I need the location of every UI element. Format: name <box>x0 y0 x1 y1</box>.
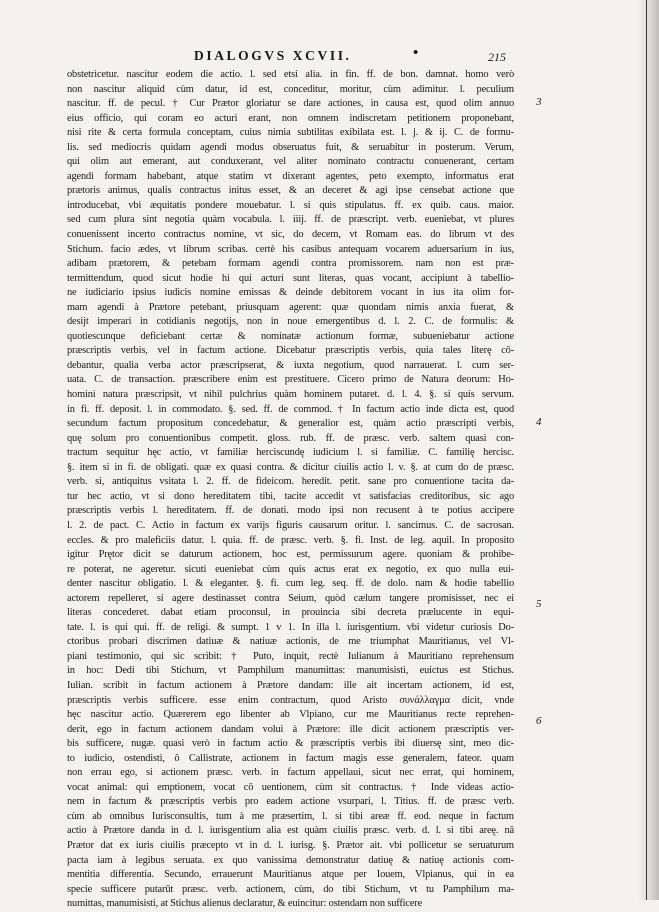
text-line: homini natura præscripsit, vt nihil pulchrius quàm hominem putaret. d. l. 4. §. si quis servum. <box>67 389 514 401</box>
text-line: eius officio, qui coram eo acturi erant, non omnem indiscretam petitionem proponebant, <box>67 112 514 124</box>
text-line: Iulian. scribit in factum actionem à Prætore dandam: ille ait incertam actionem, id est, <box>67 679 514 691</box>
text-line: agendi formam habebant, atque statim vt dixerant agentes, peto exempto, informatus erat <box>67 170 514 182</box>
text-line: introducebat, vbi æquitatis pondere mouebatur. l. si quis stipulatus. ff. ex quib. caus. maior. <box>67 199 514 211</box>
text-line: tractum sequitur hęc actio, vt familiæ herciscundę iudicium l. si familiæ. C. familię hercisc. <box>67 447 514 459</box>
text-line: præscriptis verbis l. hereditatem. ff. de donati. modo ipsi non recusent à te potius accipere <box>67 505 514 517</box>
text-line: Prætor dat ex iuris ciuilis præcepto vt in d. l. iurisg. §. Prætor ait. vbi pollicetur se seruaturum <box>67 839 514 851</box>
text-line: derit, ego in factum actionem dandam volui à Prætore: ille dicit actionem præscriptis ver- <box>67 723 514 735</box>
margin-note-number: 4 <box>536 416 542 428</box>
text-line: l. 2. de pact. C. Actio in factum ex varijs figuris causarum oritur. l. sancimus. C. de sacrosan. <box>67 519 514 531</box>
text-line: mam agendi à Prætore petebant, priusquam agerent: quæ quondam nimis anxia fuerat, & <box>67 301 514 313</box>
text-line: igitur Prętor dicit se daturum actionem, hoc est, permissurum agere. quoniam & prohibe- <box>67 549 514 561</box>
text-line: in fi. ff. deposit. l. in commodato. §. sed. ff. de commod. † In factum actio inde dicta est, quod <box>67 403 514 415</box>
text-line: Stichum. facio ædes, vt librum scribas. certè his casibus antequam vocarem aduersarium in ius, <box>67 243 514 255</box>
text-line: piani testimonio, qui sic scribit: † Puto, inquit, rectè Iulianum à Mauritiano reprehensum <box>67 650 514 662</box>
text-line: specie sufficere putarūt præsc. verb. actionem, cùm, do tibi Stichum, vt tu Pamphilum ma- <box>67 883 514 895</box>
text-line: nisi rite & certa formula conceptam, cuius nimia subtilitas exibilata est. l. j. & ij. C. de formu- <box>67 127 514 139</box>
text-line: tate. l. is qui qui. ff. de religi. & sumpt. 1 v 1. In illa l. iurisgentium. vbi videtur curiosis Do- <box>67 621 514 633</box>
text-line: denter nascitur obligatio. l. & eleganter. §. fi. cum leg. seq. ff. de dolo. nam & hodie tabellio <box>67 578 514 590</box>
text-line: to iudicio, ostendisti, ô Callistrate, actionem in factum magis esse generalem, fateor. quam <box>67 752 514 764</box>
text-line: debantur, qualia verba actor præscripserat, & iuxta negotium, quod narrauerat. l. cum ser- <box>67 359 514 371</box>
text-line: non errau ego, si actionem præsc. verb. in factum appellaui, sicut nec errat, qui hominem, <box>67 767 514 779</box>
text-line: sed cum plura sint negotia quàm vocabula. l. iiij. ff. de præscript. verb. eueniebat, vt plures <box>67 214 514 226</box>
text-line: tur hec actio, vt si dono hereditatem tibi, tacite accedit vt satisfacias creditoribus, sic ago <box>67 490 514 502</box>
text-line: quę solum pro conuentionibus competit. gloss. rub. ff. de præsc. verb. saltem quasi con- <box>67 432 514 444</box>
text-line: §. item si in fi. de obligati. quæ ex quasi contra. & dicitur ciuilis actio l. v. §. at cum do de præsc. <box>67 461 514 473</box>
text-line: literas concederet. dabat etiam proconsul, in prouincia sibi decreta prælucente in equi- <box>67 607 514 619</box>
page-edge-line <box>646 0 647 900</box>
text-line: cùm ab omnibus Iurisconsultis, tum à me præsertim, l. si tibi areæ ff. eod. neque in factum <box>67 810 514 822</box>
text-line: vocat animal: qui emptionem, vocat cō uentionem, cùm sit contractus. † Inde videas actio- <box>67 781 514 793</box>
header-ornament-dot: • <box>413 45 419 61</box>
margin-note-number: 6 <box>536 715 542 727</box>
text-line: nem in factum & præscriptis verbis pro eadem actione vsurpari, l. Titius. ff. de præsc verb. <box>67 796 514 808</box>
text-line: præscriptis verbis, vel in factum actione. Dicebatur præscriptis verbis, quia tales literę cō- <box>67 345 514 357</box>
text-line: mentitia differentia. Secundo, errauerunt Mauritianus atque per Iouem, Vlpianus, qui in ea <box>67 869 514 881</box>
text-line: actorem repelleret, si agere destinasset contra Seium, quòd cælum tangere promisisset, nec ei <box>67 592 514 604</box>
text-line: conuenissent incerto contractus nomine, vt sic, do decem, vt Romam eas. do librum vt des <box>67 229 514 241</box>
text-line: adibam prætorem, & petebam formam agendi contra promissorem. nam non est præ- <box>67 258 514 270</box>
running-title: DIALOGVS XCVII. <box>194 48 352 63</box>
text-line: eccles. & pro maleficiis datur. l. quia. ff. de præsc. verb. §. fi. Inst. de leg. aquil. In proposito <box>67 534 514 546</box>
text-line: bis sufficere, nugæ. quasi verò in factum actio & præscriptis verbis ibi diuersę sint, meo dic- <box>67 738 514 750</box>
text-line: præscriptis verbis sufficere. esse enim contractum, quod Aristo συνάλλαγμα dicit, vnde <box>67 694 514 706</box>
page-edge-shadow <box>637 0 659 900</box>
running-header <box>70 45 610 66</box>
text-line: re poterat, ne ageretur. sicuti eueniebat cùm quis actus erat ex negotio, ex quo nulla eui- <box>67 563 514 575</box>
text-line: lis. sed mediocris quidam agendi modus obseruatus fuit, & seruabitur in posterum. Verum, <box>67 141 514 153</box>
text-line: in hoc: Dedi tibi Stichum, vt Pamphilum manumittas: manumisisti, euictus est Stichus. <box>67 665 514 677</box>
text-line: ctoribus probari discrimen datiuæ & natiuæ actionis, de me triumphat Mauritianus, vel Vl- <box>67 636 514 648</box>
body-text <box>67 68 514 912</box>
margin-note-number: 5 <box>536 598 542 610</box>
text-line: desijt imperari in cotidianis negotijs, non in noue emergentibus d. l. 2. C. de formulis: & <box>67 316 514 328</box>
text-line: qui olim aut emerant, aut conduxerant, vel aliter nominato contractu conuenerant, certam <box>67 156 514 168</box>
text-line: uata. C. de transaction. præscribere enim est prestituere. Cicero primo de Natura deorum: Ho- <box>67 374 514 386</box>
text-line: nascitur. ff. de pecul. † Cur Prætor gloriatur se dare actiones, in causa est, quod olim annuo <box>67 98 514 110</box>
text-line: termittendum, quod sicut hodie hi qui acturi sunt literas, quas vocant, accipiunt à tabellio- <box>67 272 514 284</box>
text-line: prætoris animus, qualis contractus initus esset, & an deceret & agi ipse censebat actione que <box>67 185 514 197</box>
text-line: obstetricetur. nascitur eodem die actio. l. sed etsi alia. in fin. ff. de bon. damnat. homo verò <box>67 69 514 80</box>
text-line: secundum factum propositum concedebatur, & generalior est, quàm actio præscripti verbis, <box>67 418 514 430</box>
text-line: ne iudiciario ipsius iudicis nomine emissas & deinde debitorem vocant in ius ita olim for- <box>67 287 514 299</box>
text-line: verb. si, antiquitus vsitata l. 2. ff. de fideicom. heredit. petit. sane pro conuentione tacita da- <box>67 476 514 488</box>
text-line: hęc nascitur actio. Quærerem ego libenter ab Vlpiano, cur me Mauritianus recte reprehen- <box>67 709 514 721</box>
text-line: non nascitur aliquid cùm datur, id est, conceditur, moritur, cùm adimitur. l. peculium <box>67 83 514 95</box>
text-line: actio à Prætore danda in d. l. iurisgentium alia est quàm ciuilis præsc. verb. d. l. si tibi areę. nā <box>67 825 514 837</box>
page-number: 215 <box>488 50 506 64</box>
text-line: numittas, manumisisti, at Stichus alienus declaratur, & euincitur: ostendam non sufficere <box>67 898 423 910</box>
text-line: pacta iam à legibus seruata. ex quo vanissima demonstratur datiuę & natiuę actionis com- <box>67 854 514 866</box>
text-line: quotiescunque deficiebant certæ & nominatæ actionum formæ, subueniebatur actione <box>67 330 514 342</box>
margin-note-number: 3 <box>536 96 542 108</box>
